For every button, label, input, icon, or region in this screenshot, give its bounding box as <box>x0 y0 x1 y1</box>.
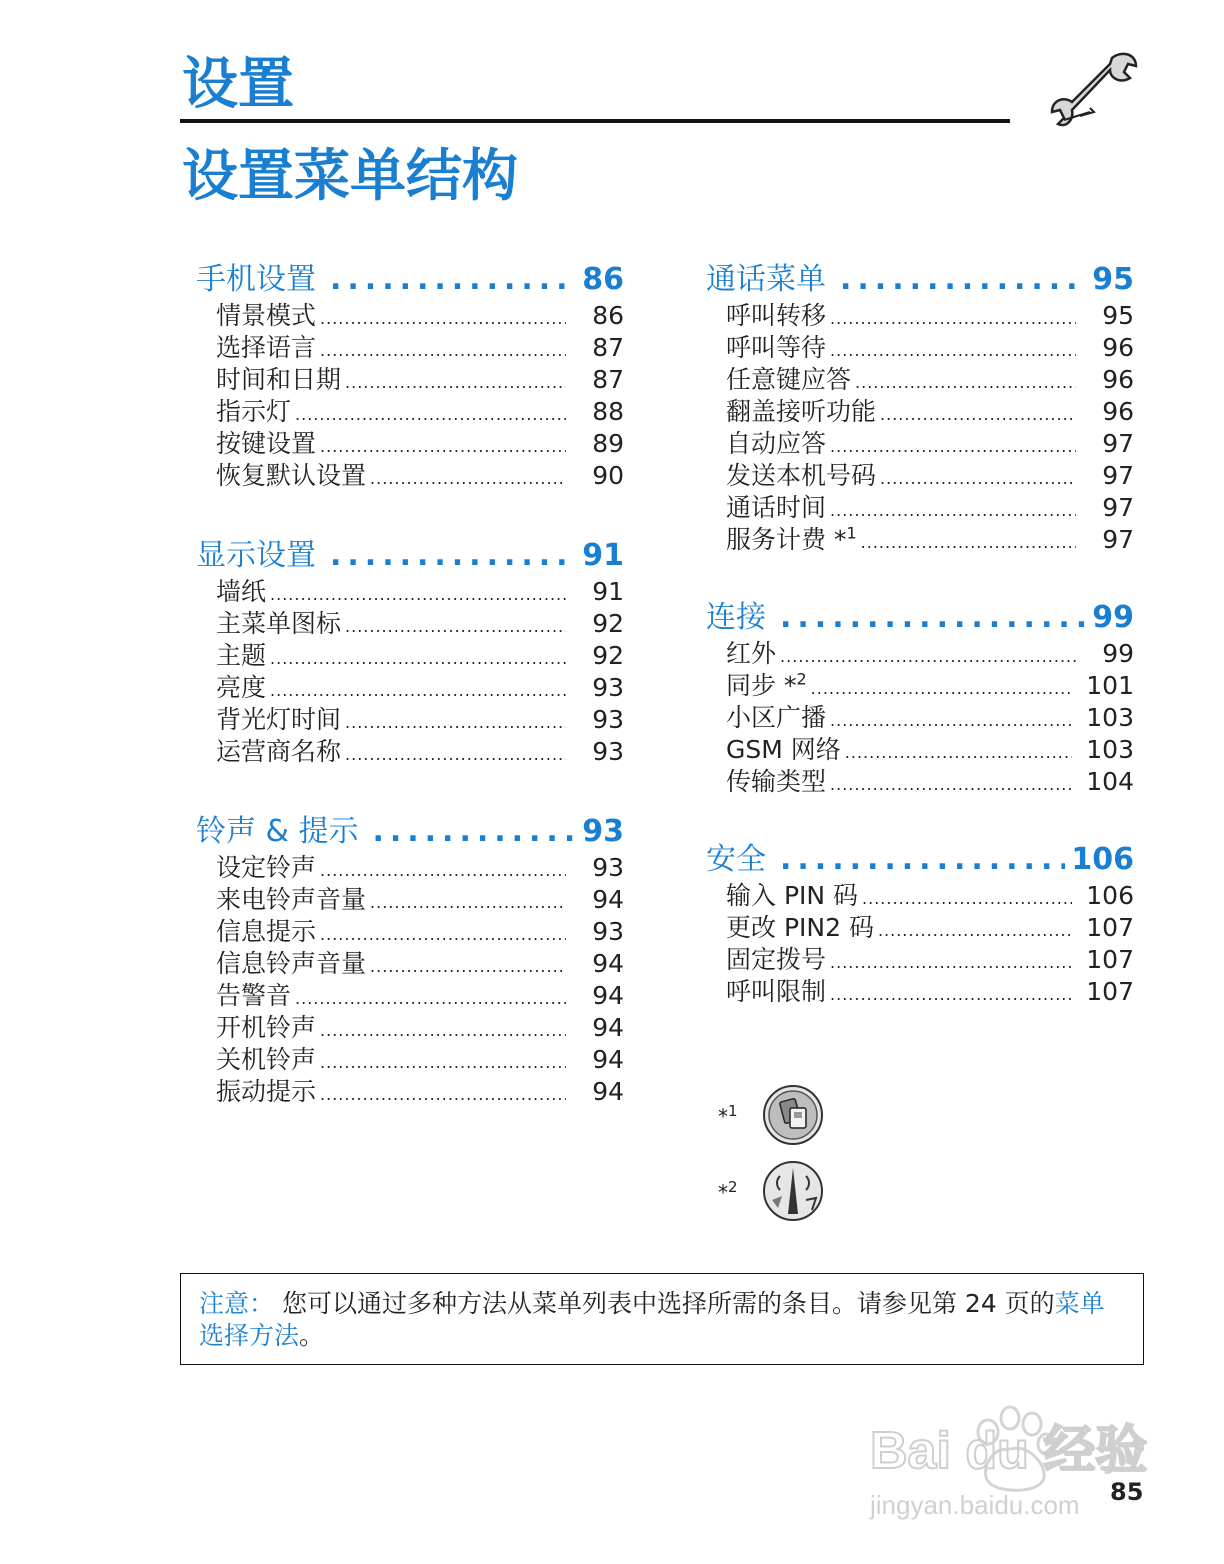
item-label: 时间和日期 <box>216 365 342 394</box>
baidu-jingyan-watermark <box>860 1388 1160 1528</box>
item-label: 恢复默认设置 <box>216 461 367 490</box>
item-page: 103 <box>1086 703 1134 732</box>
legend-mark: *$^1$ <box>718 1101 738 1129</box>
group-title: 通话菜单 <box>706 262 826 297</box>
menu-item[interactable] <box>726 360 1134 392</box>
menu-item[interactable] <box>726 908 1134 940</box>
item-page: 107 <box>1086 913 1134 942</box>
group-heading[interactable] <box>706 834 1134 876</box>
item-label: 指示灯 <box>216 397 292 426</box>
item-page: 93 <box>592 917 624 946</box>
note-end: 。 <box>299 1321 325 1350</box>
menu-item[interactable] <box>216 296 624 328</box>
menu-item[interactable] <box>216 636 624 668</box>
menu-item[interactable] <box>726 488 1134 520</box>
item-label: 通话时间 <box>726 493 827 522</box>
group-heading[interactable] <box>196 254 624 296</box>
group-title: 连接 <box>706 600 766 635</box>
item-label: 呼叫转移 <box>726 301 827 330</box>
item-label: 亮度 <box>216 673 267 702</box>
group-heading[interactable] <box>706 254 1134 296</box>
item-page: 91 <box>592 577 624 606</box>
item-label: 振动提示 <box>216 1077 317 1106</box>
item-page: 95 <box>1102 301 1134 330</box>
item-page: 93 <box>592 853 624 882</box>
item-label: 呼叫等待 <box>726 333 827 362</box>
note-box <box>180 1273 1144 1365</box>
item-page: 86 <box>592 301 624 330</box>
menu-item[interactable] <box>726 424 1134 456</box>
item-page: 92 <box>592 641 624 670</box>
menu-item[interactable] <box>726 328 1134 360</box>
item-label: 主题 <box>216 641 267 670</box>
group-page: 93 <box>582 814 624 849</box>
menu-item[interactable] <box>726 392 1134 424</box>
item-label: 墙纸 <box>216 577 267 606</box>
right-menu-column <box>706 254 1134 1004</box>
menu-item[interactable] <box>216 604 624 636</box>
item-label: 运营商名称 <box>216 737 342 766</box>
item-label: 服务计费 * <box>726 525 847 554</box>
menu-item[interactable] <box>216 668 624 700</box>
group-page: 95 <box>1092 262 1134 297</box>
item-label: 呼叫限制 <box>726 977 827 1006</box>
item-page: 94 <box>592 981 624 1010</box>
menu-group-ringtones <box>196 806 624 1104</box>
menu-item[interactable] <box>726 520 1134 552</box>
item-page: 87 <box>592 333 624 362</box>
item-page: 93 <box>592 673 624 702</box>
item-page: 97 <box>1102 493 1134 522</box>
item-page: 92 <box>592 609 624 638</box>
menu-group-security <box>706 834 1134 1004</box>
menu-group-display-settings <box>196 530 624 764</box>
legend-mark: *$^2$ <box>718 1177 738 1205</box>
item-label: 红外 <box>726 639 777 668</box>
item-label: 选择语言 <box>216 333 317 362</box>
section-title: 设置菜单结构 <box>182 144 518 209</box>
menu-item[interactable] <box>726 972 1134 1004</box>
menu-item[interactable] <box>216 976 624 1008</box>
menu-item[interactable] <box>216 700 624 732</box>
item-page: 106 <box>1086 881 1134 910</box>
page-number: 85 <box>1110 1478 1144 1506</box>
item-page: 103 <box>1086 735 1134 764</box>
item-label: 传输类型 <box>726 767 827 796</box>
item-label: 按键设置 <box>216 429 317 458</box>
menu-item[interactable] <box>216 912 624 944</box>
item-label: 更改 PIN2 码 <box>726 913 874 942</box>
menu-item[interactable] <box>726 634 1134 666</box>
group-title: 显示设置 <box>196 538 316 573</box>
item-label: 开机铃声 <box>216 1013 317 1042</box>
menu-item[interactable] <box>726 698 1134 730</box>
item-page: 94 <box>592 1077 624 1106</box>
svg-text:Bai du 经验: Bai du 经验 <box>870 1422 1148 1480</box>
menu-item[interactable] <box>216 572 624 604</box>
item-label: 背光灯时间 <box>216 705 342 734</box>
item-page: 93 <box>592 737 624 766</box>
item-label: 小区广播 <box>726 703 827 732</box>
menu-item[interactable] <box>216 1040 624 1072</box>
item-label: 固定拨号 <box>726 945 827 974</box>
group-page: 106 <box>1071 842 1134 877</box>
item-page: 96 <box>1102 397 1134 426</box>
item-page: 104 <box>1086 767 1134 796</box>
footnote-mark: 1 <box>846 523 857 543</box>
menu-item[interactable] <box>726 666 1134 698</box>
menu-item[interactable] <box>216 360 624 392</box>
menu-group-call <box>706 254 1134 552</box>
menu-item[interactable] <box>216 1072 624 1104</box>
item-page: 94 <box>592 1045 624 1074</box>
item-page: 94 <box>592 1013 624 1042</box>
item-label: 输入 PIN 码 <box>726 881 859 910</box>
menu-item[interactable] <box>726 296 1134 328</box>
title-rule <box>180 119 1010 123</box>
group-page: 91 <box>582 538 624 573</box>
group-heading[interactable] <box>196 806 624 848</box>
item-page: 87 <box>592 365 624 394</box>
item-label: 来电铃声音量 <box>216 885 367 914</box>
item-page: 96 <box>1102 333 1134 362</box>
item-label: 任意键应答 <box>726 365 852 394</box>
menu-item[interactable] <box>726 456 1134 488</box>
item-label: 关机铃声 <box>216 1045 317 1074</box>
item-page: 107 <box>1086 977 1134 1006</box>
menu-item[interactable] <box>216 328 624 360</box>
menu-group-connectivity <box>706 592 1134 794</box>
menu-item[interactable] <box>726 876 1134 908</box>
page-title: 设置 <box>182 52 294 117</box>
item-page: 97 <box>1102 429 1134 458</box>
menu-item[interactable] <box>216 880 624 912</box>
item-label: 自动应答 <box>726 429 827 458</box>
item-page: 99 <box>1102 639 1134 668</box>
menu-item[interactable] <box>216 424 624 456</box>
menu-item[interactable] <box>216 944 624 976</box>
item-label: GSM 网络 <box>726 735 841 764</box>
item-page: 90 <box>592 461 624 490</box>
item-page: 94 <box>592 949 624 978</box>
item-label: 设定铃声 <box>216 853 317 882</box>
group-title: 铃声 & 提示 <box>196 814 359 849</box>
note-label: 注意： <box>199 1289 275 1318</box>
item-page: 107 <box>1086 945 1134 974</box>
sim-service-icon <box>762 1084 824 1146</box>
item-label: 发送本机号码 <box>726 461 877 490</box>
group-title: 安全 <box>706 842 766 877</box>
item-page: 93 <box>592 705 624 734</box>
item-page: 88 <box>592 397 624 426</box>
menu-item[interactable] <box>726 730 1134 762</box>
group-page: 99 <box>1092 600 1134 635</box>
item-page: 89 <box>592 429 624 458</box>
menu-item[interactable] <box>216 1008 624 1040</box>
svg-text:jingyan.baidu.com: jingyan.baidu.com <box>870 1490 1080 1520</box>
legend-item <box>718 1160 824 1222</box>
item-label: 翻盖接听功能 <box>726 397 877 426</box>
menu-item[interactable] <box>726 940 1134 972</box>
item-label: 告警音 <box>216 981 292 1010</box>
menu-item[interactable] <box>216 456 624 488</box>
menu-item[interactable] <box>726 762 1134 794</box>
menu-item[interactable] <box>216 848 624 880</box>
network-tower-icon <box>762 1160 824 1222</box>
item-label: 信息铃声音量 <box>216 949 367 978</box>
menu-group-phone-settings <box>196 254 624 488</box>
item-page: 101 <box>1086 671 1134 700</box>
item-label: 主菜单图标 <box>216 609 342 638</box>
group-heading[interactable] <box>196 530 624 572</box>
item-page: 97 <box>1102 461 1134 490</box>
menu-selection-link[interactable]: 菜单选择方法 <box>199 1289 1105 1350</box>
group-heading[interactable] <box>706 592 1134 634</box>
left-menu-column <box>196 254 624 1104</box>
item-page: 94 <box>592 885 624 914</box>
item-label: 同步 * <box>726 671 797 700</box>
menu-item[interactable] <box>216 392 624 424</box>
item-page: 96 <box>1102 365 1134 394</box>
note-text: 您可以通过多种方法从菜单列表中选择所需的条目。请参见第 24 页的 <box>274 1289 1055 1318</box>
group-page: 86 <box>582 262 624 297</box>
item-label: 情景模式 <box>216 301 317 330</box>
item-page: 97 <box>1102 525 1134 554</box>
footnote-mark: 2 <box>796 669 807 689</box>
group-title: 手机设置 <box>196 262 316 297</box>
item-label: 信息提示 <box>216 917 317 946</box>
legend-item <box>718 1084 824 1146</box>
menu-item[interactable] <box>216 732 624 764</box>
wrench-icon <box>1050 48 1140 140</box>
